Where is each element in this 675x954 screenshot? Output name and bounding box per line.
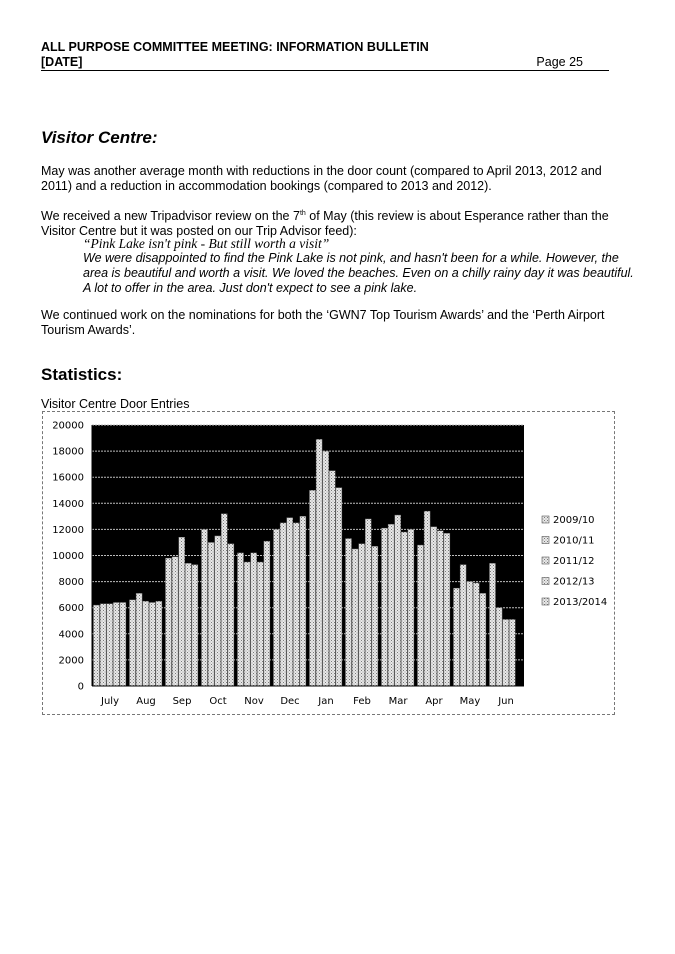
y-tick-label: 10000	[52, 551, 84, 562]
bar	[490, 563, 496, 686]
bar	[444, 533, 450, 686]
y-tick-label: 8000	[58, 577, 84, 589]
bar	[130, 600, 136, 686]
bar	[166, 558, 172, 686]
legend-label: 2011/12	[553, 556, 595, 567]
bar	[454, 588, 460, 686]
bar	[287, 518, 293, 686]
bar	[316, 439, 322, 686]
bar	[192, 565, 198, 686]
x-tick-label: Mar	[388, 696, 408, 707]
x-tick-label: Jan	[318, 696, 334, 707]
bar	[323, 451, 329, 686]
x-tick-label: Feb	[353, 696, 371, 707]
bar	[372, 546, 378, 686]
x-tick-label: Dec	[280, 696, 300, 707]
bar	[280, 523, 286, 686]
chart-frame	[42, 411, 615, 715]
y-tick-label: 16000	[52, 472, 84, 484]
bar	[179, 537, 185, 686]
ordinal-suffix: th	[299, 210, 306, 217]
door-entries-chart	[43, 412, 614, 714]
bar	[208, 542, 214, 686]
legend-swatch	[542, 557, 549, 564]
bar	[346, 539, 352, 686]
legend-swatch	[542, 516, 549, 523]
x-tick-label: Aug	[136, 696, 156, 707]
bar	[310, 490, 316, 686]
chart-caption: Visitor Centre Door Entries	[41, 397, 190, 411]
review-body: We were disappointed to find the Pink Lake is not pink, and hasn't been for a while. However, the area is beautiful and worth a visit. We loved the beaches. Even on a chilly rainy day it was beautiful. A lot to offer in the area. Just don't expect to see a pink lake.	[83, 251, 634, 295]
y-tick-label: 14000	[52, 498, 84, 510]
bar	[228, 544, 234, 686]
bar	[431, 527, 437, 686]
page-header	[41, 40, 609, 71]
x-tick-label: May	[459, 696, 481, 707]
bar	[352, 549, 358, 686]
bar	[107, 604, 113, 686]
bar	[113, 602, 119, 686]
legend-swatch	[542, 598, 549, 605]
bar	[359, 544, 365, 686]
visitor-centre-paragraph-2	[41, 206, 631, 239]
bar	[509, 619, 515, 686]
bar	[300, 516, 306, 686]
y-tick-label: 12000	[52, 524, 84, 536]
review-title: “Pink Lake isn't pink - But still worth a visit”	[83, 236, 330, 251]
bar	[244, 562, 250, 686]
bar	[365, 519, 371, 686]
x-tick-label: Apr	[425, 696, 443, 707]
bar	[480, 593, 486, 686]
bar	[467, 582, 473, 686]
bar	[418, 545, 424, 686]
bar	[172, 557, 178, 686]
legend-label: 2012/13	[553, 576, 595, 588]
page-number: Page 25	[536, 55, 583, 69]
header-row	[41, 55, 609, 70]
bar	[293, 523, 299, 686]
x-tick-label: Oct	[209, 696, 227, 707]
x-tick-label: Jun	[498, 696, 514, 707]
x-tick-label: July	[101, 696, 119, 707]
bar	[215, 536, 221, 686]
bar	[329, 471, 335, 686]
bar	[238, 553, 244, 686]
bar	[395, 515, 401, 686]
y-tick-label: 18000	[52, 446, 84, 458]
bar	[156, 601, 162, 686]
visitor-centre-heading: Visitor Centre:	[41, 128, 158, 147]
bar	[257, 562, 263, 686]
x-tick-label: Nov	[244, 696, 264, 707]
legend-swatch	[542, 537, 549, 544]
y-tick-label: 6000	[58, 603, 84, 615]
y-tick-label: 20000	[52, 420, 84, 432]
bar	[496, 608, 502, 686]
y-tick-label: 0	[77, 681, 84, 693]
bar	[401, 532, 407, 686]
bar	[149, 602, 155, 686]
legend-label: 2010/11	[553, 535, 595, 547]
statistics-heading: Statistics:	[41, 365, 123, 384]
bar	[460, 565, 466, 686]
bar	[143, 601, 149, 686]
paragraph-2-end: of May (this review is about Esperance rather than the Visitor Centre but it was posted on our Trip Advisor feed):	[41, 209, 609, 239]
bar	[251, 553, 257, 686]
bar	[202, 529, 208, 686]
bar	[100, 604, 106, 686]
paragraph-2-start: We received a new Tripadvisor review on the 7	[41, 209, 300, 224]
x-tick-label: Sep	[172, 696, 192, 707]
bar	[382, 528, 388, 686]
bar	[185, 563, 191, 686]
bar	[437, 531, 443, 686]
bar	[388, 524, 394, 686]
bar	[264, 541, 270, 686]
legend-label: 2013/2014	[553, 597, 608, 608]
bar	[408, 529, 414, 686]
bar	[473, 583, 479, 686]
bar	[336, 488, 342, 686]
visitor-centre-paragraph-3: We continued work on the nominations for both the ‘GWN7 Top Tourism Awards’ and the ‘Perth Airport Tourism Awards’.	[41, 308, 605, 337]
header-date: [DATE]	[41, 55, 83, 69]
bar	[274, 529, 280, 686]
bar	[503, 619, 509, 686]
bulletin-title: ALL PURPOSE COMMITTEE MEETING: INFORMATION BULLETIN	[41, 40, 429, 54]
bar	[136, 593, 142, 686]
review-quote	[83, 236, 643, 296]
bar	[94, 605, 100, 686]
legend-label: 2009/10	[553, 515, 595, 526]
visitor-centre-paragraph-1: May was another average month with reductions in the door count (compared to April 2013, 2012 and 2011) and a reduction in accommodation bookings (compared to 2013 and 2012).	[41, 164, 602, 193]
bar	[424, 511, 430, 686]
y-tick-label: 4000	[58, 629, 84, 641]
bar	[120, 602, 126, 686]
legend-swatch	[542, 578, 549, 585]
bar	[221, 514, 227, 686]
y-tick-label: 2000	[58, 655, 84, 667]
